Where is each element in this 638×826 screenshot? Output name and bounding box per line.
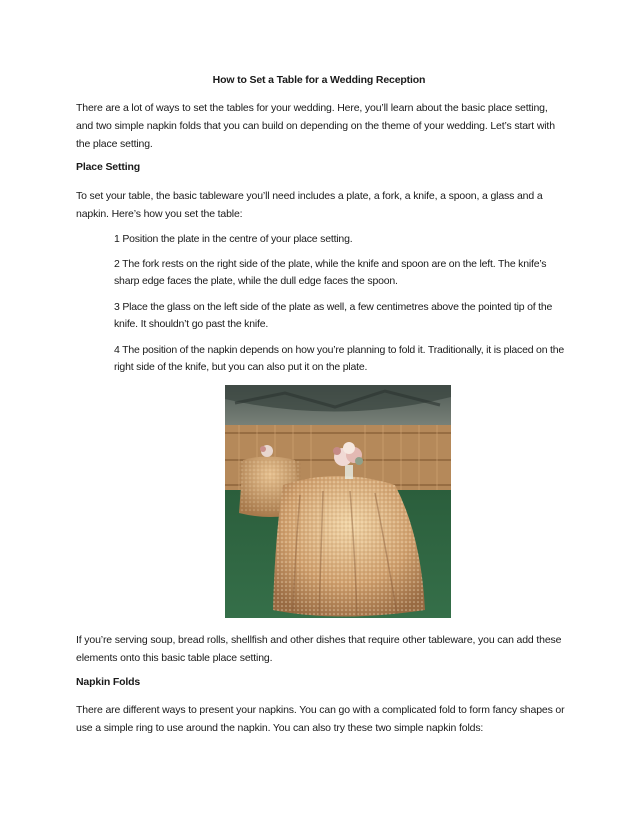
after-photo-paragraph: If you’re serving soup, bread rolls, shellfish and other dishes that require other tableware, you can add these elements onto this basic table place setting. [76,634,562,664]
document-title: How to Set a Table for a Wedding Reception [212,74,426,86]
napkin-folds-heading: Napkin Folds [76,676,141,688]
sequin-tablecloth-photo [225,385,451,618]
step-2: 2 The fork rests on the right side of the plate, while the knife and spoon are on the left. The knife’s sharp edge faces the plate, while the dull edge faces the spoon. [114,258,547,287]
place-setting-intro: To set your table, the basic tableware you’ll need includes a plate, a fork, a knife, a spoon, a glass and a napkin. Here’s how you set the table: [76,190,543,220]
intro-paragraph: There are a lot of ways to set the tables for your wedding. Here, you’ll learn about the basic place setting, and two simple napkin folds that you can build on depending on the theme of your wedding. Let’s start with the place setting. [76,102,555,150]
place-setting-heading: Place Setting [76,161,140,173]
step-4: 4 The position of the napkin depends on how you’re planning to fold it. Traditionally, it is placed on the right side of the knife, but you can also put it on the plate. [114,344,565,373]
step-3: 3 Place the glass on the left side of the plate as well, a few centimetres above the pointed tip of the knife. It shouldn’t go past the knife. [114,301,553,330]
step-1: 1 Position the plate in the centre of your place setting. [114,233,353,245]
napkin-folds-intro: There are different ways to present your napkins. You can go with a complicated fold to form fancy shapes or use a simple ring to use around the napkin. You can also try these two simple napkin folds: [76,704,565,734]
